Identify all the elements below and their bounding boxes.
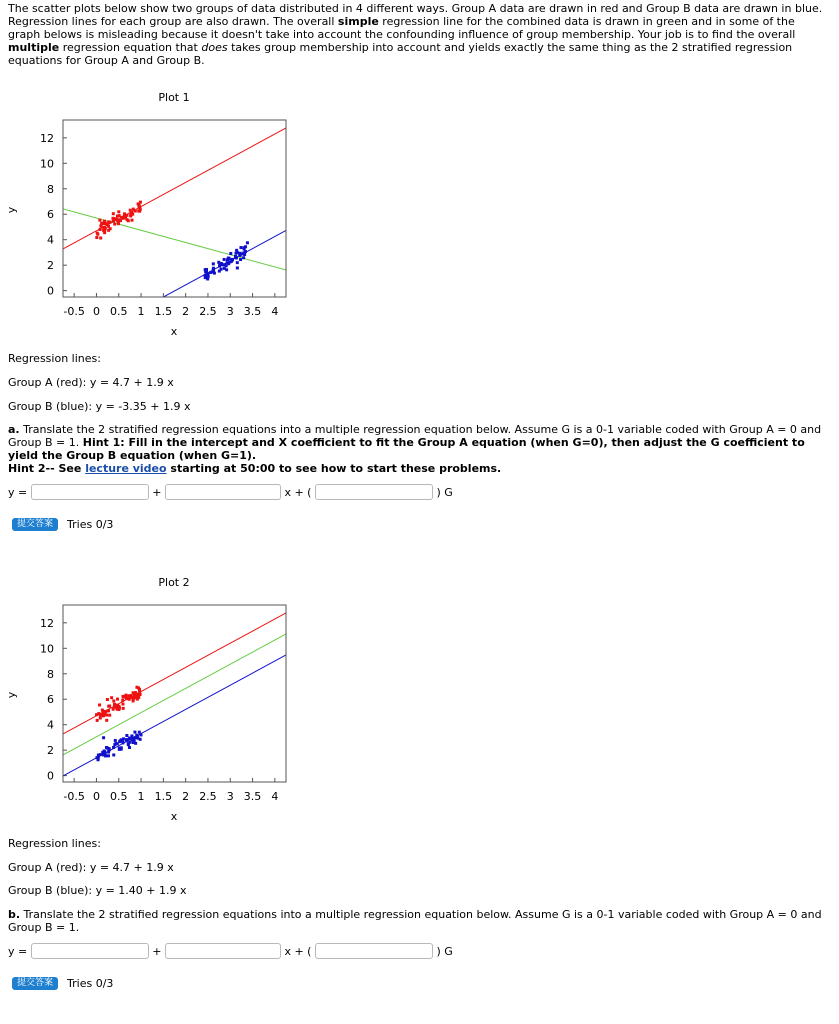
data-point	[121, 217, 124, 220]
data-point	[124, 694, 127, 697]
data-point	[112, 746, 115, 749]
data-point	[128, 695, 131, 698]
y-tick-label: 10	[40, 642, 54, 656]
x-tick-label: 0	[92, 790, 100, 803]
question-b	[8, 908, 830, 934]
intercept-input[interactable]	[31, 484, 149, 500]
data-point	[105, 714, 108, 717]
data-point	[116, 698, 119, 701]
data-point	[114, 739, 117, 742]
data-point	[108, 704, 111, 707]
intro-text-3: regression equation that	[59, 41, 202, 54]
plot-2	[0, 571, 300, 826]
lecture-video-link[interactable]: lecture video	[85, 462, 167, 475]
data-point	[96, 232, 99, 235]
data-point	[130, 734, 133, 737]
data-point	[113, 223, 116, 226]
data-point	[223, 258, 226, 261]
x-tick-label: 0.5	[110, 790, 128, 803]
data-point	[105, 746, 108, 749]
x-tick-label: 2	[182, 305, 190, 318]
y-tick-label: 4	[47, 233, 54, 247]
x-tick-label: 1	[137, 790, 145, 803]
question-text: Translate the 2 stratified regression equations into a multiple regression equation below. Assume G is a 0-1 variable coded with Group A = 0 and Group B = 1.	[8, 423, 822, 449]
group-a-equation: Group A (red): y = 4.7 + 1.9 x	[8, 861, 174, 874]
x-coefficient-input[interactable]	[165, 943, 281, 959]
question-label: b.	[8, 908, 21, 921]
data-point	[124, 215, 127, 218]
x-tick-label: 2	[182, 790, 190, 803]
data-point	[127, 219, 130, 222]
data-point	[99, 237, 102, 240]
data-point	[130, 219, 133, 222]
data-point	[139, 733, 142, 736]
data-point	[122, 707, 125, 710]
data-point	[225, 268, 228, 271]
data-point	[139, 693, 142, 696]
data-point	[121, 739, 124, 742]
submit-row-a	[12, 518, 113, 531]
data-point	[122, 695, 125, 698]
equation-row-b	[8, 942, 453, 960]
x-tick-label: 0	[92, 305, 100, 318]
intro-text-2: regression line for the combined data is drawn in green and in some of the graph belows is misleading because it doesn't take into account the confounding influence of group membership. Your job is to find the overall	[8, 15, 796, 41]
group-b-equation: Group B (blue): y = -3.35 + 1.9 x	[8, 400, 191, 413]
data-point	[128, 737, 131, 740]
submit-row-b	[12, 977, 113, 990]
data-point	[101, 714, 104, 717]
data-point	[129, 213, 132, 216]
data-point	[239, 254, 242, 257]
data-point	[108, 747, 111, 750]
data-point	[206, 275, 209, 278]
data-point	[229, 252, 232, 255]
intercept-input[interactable]	[31, 943, 149, 959]
x-tick-label: -0.5	[63, 305, 85, 318]
y-tick-labels	[40, 617, 54, 783]
data-point	[103, 226, 106, 229]
data-point	[204, 268, 207, 271]
regression-heading: Regression lines:	[8, 837, 101, 850]
data-point	[98, 703, 101, 706]
y-tick-label: 12	[40, 131, 54, 145]
data-point	[129, 209, 132, 212]
intro-paragraph	[8, 2, 830, 67]
y-tick-labels	[40, 132, 54, 298]
eq-plus: +	[148, 944, 165, 958]
eq-prefix: y =	[8, 944, 31, 958]
data-point	[135, 686, 138, 689]
regression-line	[63, 209, 286, 270]
intro-bold-simple: simple	[337, 15, 379, 28]
submit-answer-button[interactable]: 提交答案	[12, 518, 58, 531]
data-point	[107, 751, 110, 754]
data-point	[239, 246, 242, 249]
data-point	[121, 699, 124, 702]
x-tick-label: 3.5	[243, 790, 262, 803]
y-tick-label: 4	[47, 718, 54, 732]
data-point	[236, 261, 239, 264]
hint-2	[8, 462, 830, 475]
data-point	[113, 703, 116, 706]
data-point	[107, 754, 110, 757]
x-tick-label: 4	[271, 305, 279, 318]
x-tick-label: 3	[226, 305, 234, 318]
data-point	[104, 753, 107, 756]
plot-title: Plot 2	[158, 576, 190, 589]
data-point	[133, 731, 136, 734]
x-tick-label: 1.5	[154, 790, 173, 803]
submit-answer-button[interactable]: 提交答案	[12, 977, 58, 990]
intro-italic-does: does	[201, 41, 228, 54]
data-point	[117, 222, 120, 225]
regression-line	[63, 128, 286, 249]
eq-x-plus: x + (	[280, 944, 315, 958]
data-point	[112, 212, 115, 215]
hint-2-suffix: starting at 50:00 to see how to start these problems.	[166, 462, 502, 475]
data-point	[98, 219, 101, 222]
data-point	[246, 241, 249, 244]
g-coefficient-input[interactable]	[315, 484, 433, 500]
plot-1	[0, 86, 300, 341]
data-point	[134, 692, 137, 695]
data-point	[105, 719, 108, 722]
data-point	[204, 274, 207, 277]
data-point	[138, 731, 141, 734]
data-point	[138, 205, 141, 208]
y-axis-label: y	[5, 206, 18, 214]
data-point	[109, 227, 112, 230]
y-tick-label: 10	[40, 157, 54, 171]
data-point	[132, 699, 135, 702]
data-point	[97, 755, 100, 758]
x-tick-label: 0.5	[110, 305, 128, 318]
data-point	[236, 266, 239, 269]
data-point	[118, 214, 121, 217]
question-a	[8, 423, 830, 475]
data-point	[112, 753, 115, 756]
g-coefficient-input[interactable]	[315, 943, 433, 959]
plot-1-svg	[0, 86, 300, 341]
data-point	[234, 255, 237, 258]
x-tick-label: 3	[226, 790, 234, 803]
data-point	[106, 698, 109, 701]
data-point	[113, 706, 116, 709]
data-point	[96, 719, 99, 722]
x-tick-label: 3.5	[243, 305, 262, 318]
x-tick-label: 1.5	[154, 305, 173, 318]
data-point	[117, 210, 120, 213]
data-point	[239, 258, 242, 261]
y-tick-label: 2	[47, 744, 54, 758]
data-point	[227, 262, 230, 265]
y-tick-label: 2	[47, 259, 54, 273]
intro-text-1: The scatter plots below show two groups of data distributed in 4 different ways. Group A data are drawn in red and Group B data are drawn in blue. Regression lines for each group are also drawn. The overall	[8, 2, 823, 28]
question-label: a.	[8, 423, 20, 436]
plot-2-svg	[0, 571, 300, 826]
data-point	[242, 256, 245, 259]
x-coefficient-input[interactable]	[165, 484, 281, 500]
data-point	[120, 746, 123, 749]
x-tick-label: 1	[137, 305, 145, 318]
data-point	[212, 270, 215, 273]
data-point	[134, 210, 137, 213]
data-point	[99, 228, 102, 231]
data-point	[243, 253, 246, 256]
data-point	[97, 758, 100, 761]
data-point	[104, 710, 107, 713]
data-point	[102, 736, 105, 739]
data-point	[236, 251, 239, 254]
data-point	[100, 224, 103, 227]
group-b-equation: Group B (blue): y = 1.40 + 1.9 x	[8, 884, 187, 897]
x-axis-label: x	[170, 325, 178, 338]
eq-prefix: y =	[8, 485, 31, 499]
data-point	[137, 696, 140, 699]
data-point	[127, 743, 130, 746]
x-axis-label: x	[170, 810, 178, 823]
data-point	[212, 262, 215, 265]
intro-bold-multiple: multiple	[8, 41, 60, 54]
x-tick-label: 4	[271, 790, 279, 803]
data-point	[99, 717, 102, 720]
eq-suffix: ) G	[432, 485, 453, 499]
eq-suffix: ) G	[432, 944, 453, 958]
hint-2-prefix: Hint 2-- See	[8, 462, 86, 475]
data-point	[118, 740, 121, 743]
x-tick-labels	[63, 305, 278, 318]
hint-1: Hint 1: Fill in the intercept and X coefficient to fit the Group A equation (when G=0), then adjust the G coefficient to yield the Group B equation (when G=1).	[8, 436, 805, 462]
data-point	[218, 270, 221, 273]
data-point	[128, 746, 131, 749]
plot-title: Plot 1	[158, 91, 190, 104]
equation-row-a	[8, 483, 453, 501]
y-tick-label: 8	[47, 182, 54, 196]
eq-x-plus: x + (	[280, 485, 315, 499]
y-tick-label: 0	[47, 769, 54, 783]
data-point	[133, 739, 136, 742]
data-point	[136, 735, 139, 738]
x-tick-label: 2.5	[199, 790, 217, 803]
y-tick-label: 12	[40, 616, 54, 630]
tries-counter: Tries 0/3	[67, 977, 114, 990]
data-point	[134, 742, 137, 745]
data-point	[95, 236, 98, 239]
y-tick-label: 6	[47, 208, 54, 222]
tries-counter: Tries 0/3	[67, 518, 114, 531]
data-point	[106, 223, 109, 226]
data-point	[95, 713, 98, 716]
data-point	[128, 698, 131, 701]
data-point	[125, 734, 128, 737]
data-point	[110, 696, 113, 699]
x-tick-label: 2.5	[199, 305, 217, 318]
data-point	[221, 263, 224, 266]
regression-heading: Regression lines:	[8, 352, 101, 365]
data-point	[244, 250, 247, 253]
data-point	[231, 258, 234, 261]
y-tick-label: 0	[47, 284, 54, 298]
question-text: Translate the 2 stratified regression equations into a multiple regression equation below. Assume G is a 0-1 variable coded with Group A = 0 and Group B = 1.	[8, 908, 822, 934]
data-point	[243, 246, 246, 249]
y-tick-label: 6	[47, 693, 54, 707]
x-tick-labels	[63, 790, 278, 803]
data-point	[108, 714, 111, 717]
y-tick-label: 8	[47, 667, 54, 681]
group-a-equation: Group A (red): y = 4.7 + 1.9 x	[8, 376, 174, 389]
eq-plus: +	[148, 485, 165, 499]
y-axis-label: y	[5, 691, 18, 699]
data-point	[121, 702, 124, 705]
data-point	[103, 750, 106, 753]
intro-text-4: takes group membership into account and yields exactly the same thing as the 2 stratified regression equations for Group A and Group B.	[8, 41, 793, 67]
x-tick-label: -0.5	[63, 790, 85, 803]
data-point	[115, 218, 118, 221]
regression-line	[63, 634, 286, 755]
data-point	[112, 699, 115, 702]
plot-marks	[63, 613, 286, 782]
